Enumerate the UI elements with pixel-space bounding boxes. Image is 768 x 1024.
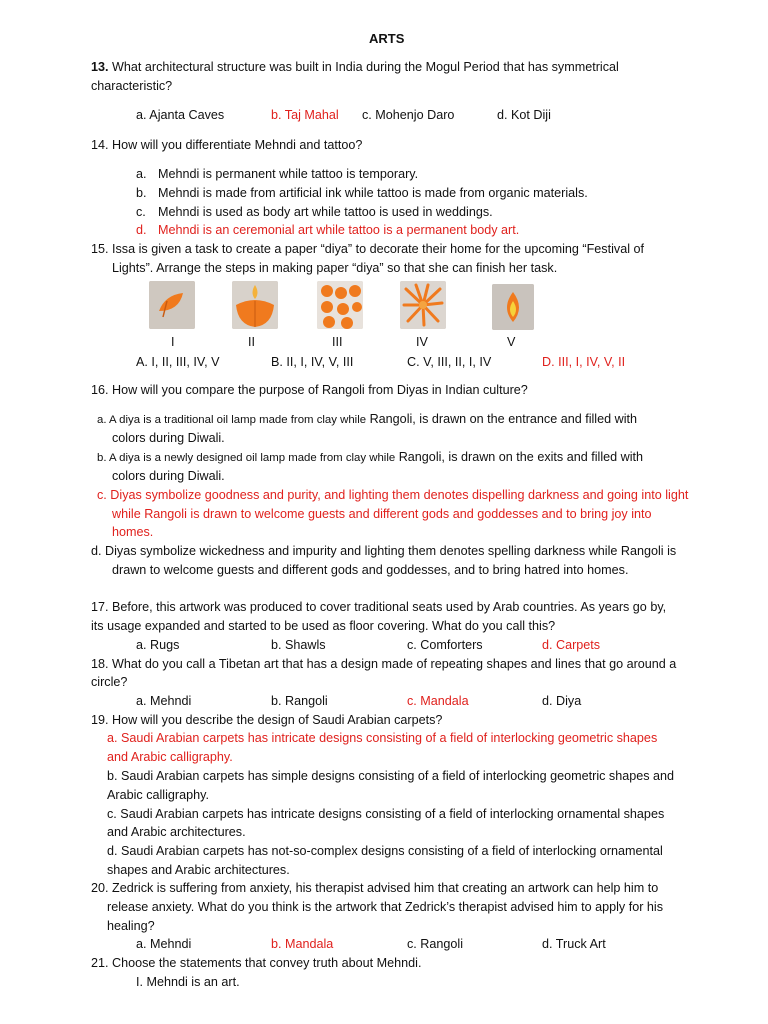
paper-fold-step-5-icon (492, 284, 534, 330)
q14-option-b: Mehndi is made from artificial ink while tattoo is made from organic materials. (158, 186, 588, 200)
q18-option-d: d. Diya (542, 694, 582, 708)
question-17-line-2: its usage expanded and started to be used as floor covering. What do you call this? (91, 619, 556, 633)
q16-option-c-line-2-answer: while Rangoli is drawn to welcome guests and different gods and goddesses and to bring joy into (112, 507, 652, 521)
question-17-line-1: 17. Before, this artwork was produced to cover traditional seats used by Arab countries. As years go by, (91, 600, 667, 614)
q16-option-c-line-3-answer: homes. (112, 525, 154, 539)
q17-option-b: b. Shawls (271, 638, 326, 652)
question-13-line-2: characteristic? (91, 79, 173, 93)
q15-option-c: C. V, III, II, I, IV (407, 355, 492, 369)
q16-option-a-line-1 (97, 412, 637, 426)
question-20-line-2: release anxiety. What do you think is the artwork that Zedrick’s therapist advised him to apply for his (107, 900, 664, 914)
page-title: ARTS (369, 31, 405, 46)
q19-option-d-line-2: shapes and Arabic architectures. (107, 863, 290, 877)
q15-option-d-answer: D. III, I, IV, V, II (542, 355, 626, 369)
q16-option-d-line-1: d. Diyas symbolize wickedness and impurity and lighting them denotes spelling darkness while Rangoli is (91, 544, 677, 558)
q21-statement-i: I. Mehndi is an art. (136, 975, 240, 989)
q13-option-a: a. Ajanta Caves (136, 108, 225, 122)
q14-option-a-letter: a. (136, 167, 147, 181)
paper-fold-step-1-icon (149, 281, 195, 329)
paper-fold-step-3-icon (317, 281, 363, 329)
q16-option-b-lead: b. A diya is a newly designed oil lamp made from clay while (97, 452, 396, 464)
q14-option-c-letter: c. (136, 205, 146, 219)
question-15-line-1: 15. Issa is given a task to create a paper “diya” to decorate their home for the upcoming “Festival of (91, 242, 645, 256)
step-label-ii: II (248, 335, 255, 349)
q20-option-d: d. Truck Art (542, 937, 606, 951)
question-20-line-1: 20. Zedrick is suffering from anxiety, his therapist advised him that creating an artwork can help him to (91, 881, 659, 895)
q16-option-b-line-2: colors during Diwali. (112, 469, 225, 483)
q16-option-b-line-1 (97, 450, 643, 464)
q17-option-a: a. Rugs (136, 638, 180, 652)
q18-option-c-answer: c. Mandala (407, 694, 469, 708)
step-label-iv: IV (416, 335, 428, 349)
q15-option-b: B. II, I, IV, V, III (271, 355, 354, 369)
question-14-stem: 14. How will you differentiate Mehndi and tattoo? (91, 138, 363, 152)
question-21-stem: 21. Choose the statements that convey truth about Mehndi. (91, 956, 422, 970)
q15-option-a: A. I, II, III, IV, V (136, 355, 220, 369)
q19-option-c-line-1: c. Saudi Arabian carpets has intricate designs consisting of a field of interlocking ornamental shapes (107, 807, 665, 821)
question-18-line-1: 18. What do you call a Tibetan art that has a design made of repeating shapes and lines that go around a (91, 657, 677, 671)
question-20-line-3: healing? (107, 919, 155, 933)
q13-option-b-answer: b. Taj Mahal (271, 108, 339, 122)
q20-option-c: c. Rangoli (407, 937, 464, 951)
q14-option-b-letter: b. (136, 186, 147, 200)
q19-option-d-line-1: d. Saudi Arabian carpets has not-so-complex designs consisting of a field of interlocking ornamental (107, 844, 663, 858)
question-18-line-2: circle? (91, 675, 128, 689)
q16-option-c-line-1-answer: c. Diyas symbolize goodness and purity, and lighting them denotes dispelling darkness and going into light (97, 488, 689, 502)
q20-option-a: a. Mehndi (136, 937, 192, 951)
q14-option-d-letter: d. (136, 223, 147, 237)
q16-option-b-rest: Rangoli, is drawn on the exits and filled with (398, 450, 644, 464)
q13-option-c: c. Mohenjo Daro (362, 108, 455, 122)
q17-option-d-answer: d. Carpets (542, 638, 601, 652)
step-label-v: V (507, 335, 516, 349)
question-13-line-1 (91, 60, 619, 74)
q19-option-a-line-1-answer: a. Saudi Arabian carpets has intricate designs consisting of a field of interlocking geometric shapes (107, 731, 658, 745)
q17-option-c: c. Comforters (407, 638, 483, 652)
q19-option-c-line-2: and Arabic architectures. (107, 825, 246, 839)
q16-option-a-line-2: colors during Diwali. (112, 431, 225, 445)
q16-option-a-lead: a. A diya is a traditional oil lamp made from clay while (97, 414, 367, 426)
q20-option-b-answer: b. Mandala (271, 937, 334, 951)
q16-option-d-line-2: drawn to welcome guests and different gods and goddesses, and to bring hatred into homes. (112, 563, 629, 577)
q14-option-d-answer: Mehndi is an ceremonial art while tattoo is a permanent body art. (158, 223, 520, 237)
paper-fold-step-2-icon (232, 281, 278, 329)
q14-option-a: Mehndi is permanent while tattoo is temporary. (158, 167, 419, 181)
q19-option-a-line-2-answer: and Arabic calligraphy. (107, 750, 233, 764)
q14-option-c: Mehndi is used as body art while tattoo is used in weddings. (158, 205, 493, 219)
q19-option-b-line-2: Arabic calligraphy. (107, 788, 209, 802)
question-19-stem: 19. How will you describe the design of Saudi Arabian carpets? (91, 713, 443, 727)
question-15-line-2: Lights”. Arrange the steps in making paper “diya” so that she can finish her task. (112, 261, 558, 275)
q19-option-b-line-1: b. Saudi Arabian carpets has simple designs consisting of a field of interlocking geometric shapes and (107, 769, 675, 783)
question-13-number: 13. (91, 60, 109, 74)
paper-fold-step-4-icon (400, 281, 446, 329)
q13-option-d: d. Kot Diji (497, 108, 551, 122)
question-16-stem: 16. How will you compare the purpose of Rangoli from Diyas in Indian culture? (91, 383, 528, 397)
step-label-iii: III (332, 335, 343, 349)
step-label-i: I (171, 335, 175, 349)
question-13-text: What architectural structure was built in India during the Mogul Period that has symmetrical (112, 60, 619, 74)
q18-option-a: a. Mehndi (136, 694, 192, 708)
q18-option-b: b. Rangoli (271, 694, 328, 708)
q16-option-a-rest: Rangoli, is drawn on the entrance and filled with (369, 412, 638, 426)
